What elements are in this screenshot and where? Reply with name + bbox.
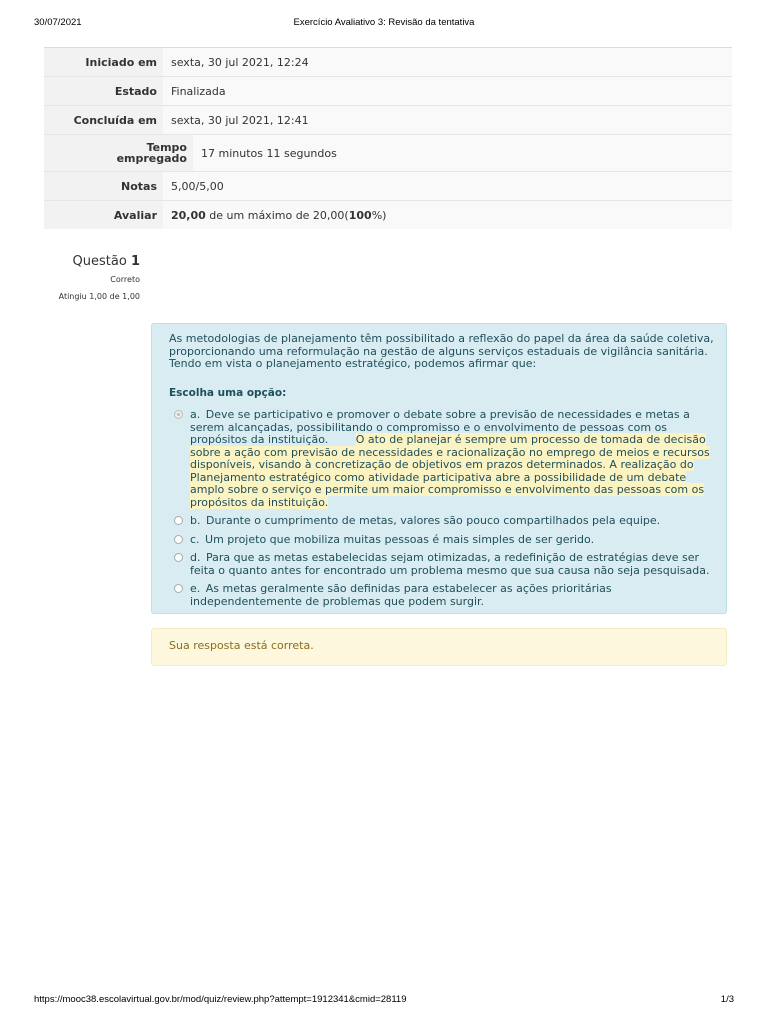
summary-label: Estado <box>44 77 163 105</box>
summary-value: 17 minutos 11 segundos <box>193 135 732 171</box>
specific-feedback: O ato de planejar é sempre um processo de tomada de decisão sobre a ação com previsão de necessidades e racionalização no emprego de meios e recursos disponíveis, visando à concretização de objetivos em prazos determinados. A realização do Planejamento estratégico como atividade participativa abre a possibilidade de um debate amplo sobre o serviço e permite um maior compromisso e envolvimento das pessoas com os propósitos da instituição. <box>190 433 710 509</box>
print-header <box>34 17 734 31</box>
summary-row-completed <box>44 105 732 134</box>
summary-label: Concluída em <box>44 106 163 134</box>
answer-options <box>172 409 717 614</box>
summary-value: Finalizada <box>163 77 732 105</box>
grade-max-text: de um máximo de 20,00( <box>205 208 349 222</box>
question-state: Correto <box>110 275 140 284</box>
option-text: Um projeto que mobiliza muitas pessoas é mais simples de ser gerido. <box>205 532 595 546</box>
answer-option-a[interactable] <box>172 409 717 509</box>
option-text: Para que as metas estabelecidas sejam otimizadas, a redefinição de estratégias deve ser feita o quanto antes for encontrado um problema mesmo que sua causa não seja pesquisada. <box>190 551 710 577</box>
option-letter: e. <box>190 582 201 595</box>
answer-option-d[interactable] <box>172 552 717 577</box>
radio-icon[interactable] <box>174 516 183 525</box>
radio-icon[interactable] <box>174 584 183 593</box>
print-url: https://mooc38.escolavirtual.gov.br/mod/quiz/review.php?attempt=1912341&cmid=28119 <box>34 994 407 1005</box>
summary-label: Avaliar <box>44 201 163 229</box>
outcome-message: Sua resposta está correta. <box>169 639 314 652</box>
answer-prompt: Escolha uma opção: <box>169 387 287 399</box>
print-date: 30/07/2021 <box>34 17 82 28</box>
print-title: Exercício Avaliativo 3: Revisão da tentativa <box>293 17 475 28</box>
radio-checked-icon[interactable] <box>174 410 183 419</box>
option-letter: a. <box>190 408 201 421</box>
question-text: As metodologias de planejamento têm possibilitado a reflexão do papel da área da saúde coletiva, proporcionando uma reformulação na gestão de alguns serviços estaduais de vigilância sanitária. Tendo em vista o planejamento estratégico, podemos afirmar que: <box>169 332 714 370</box>
summary-row-grade <box>44 200 732 229</box>
radio-icon[interactable] <box>174 553 183 562</box>
summary-row-marks <box>44 171 732 200</box>
summary-value: sexta, 30 jul 2021, 12:41 <box>163 106 732 134</box>
summary-row-state <box>44 76 732 105</box>
answer-option-b[interactable] <box>172 515 717 528</box>
question-info <box>44 254 140 301</box>
summary-row-started <box>44 47 732 76</box>
answer-option-e[interactable] <box>172 583 717 608</box>
option-text: Deve se participativo e promover o debate sobre a previsão de necessidades e metas a serem alcançadas, possibilitando o compromisso e o envolvimento de pessoas com os propósitos da instituição. <box>190 408 690 446</box>
outcome-feedback <box>151 628 727 666</box>
summary-label: Notas <box>44 172 163 200</box>
option-text: As metas geralmente são definidas para estabelecer as ações prioritárias independentemente de problemas que podem surgir. <box>190 582 612 608</box>
option-text: Durante o cumprimento de metas, valores são pouco compartilhados pela equipe. <box>205 514 661 527</box>
question-grade: Atingiu 1,00 de 1,00 <box>58 292 140 301</box>
radio-icon[interactable] <box>174 535 183 544</box>
attempt-summary-table <box>44 47 732 229</box>
option-letter: d. <box>190 551 201 564</box>
grade-percent-sign: %) <box>371 208 387 222</box>
summary-value: 5,00/5,00 <box>163 172 732 200</box>
print-footer <box>34 994 734 1008</box>
summary-row-time-taken <box>44 134 732 171</box>
option-letter: c. <box>190 532 200 546</box>
question-label: Questão <box>72 254 127 269</box>
summary-value <box>163 201 732 229</box>
summary-label: Tempo empregado <box>44 135 193 171</box>
summary-label: Iniciado em <box>44 48 163 76</box>
answer-option-c[interactable] <box>172 534 717 547</box>
question-number <box>44 254 140 269</box>
grade-percent: 100 <box>348 208 372 222</box>
option-letter: b. <box>190 514 201 527</box>
question-formulation <box>151 323 727 614</box>
question-number-value: 1 <box>130 254 140 269</box>
summary-value: sexta, 30 jul 2021, 12:24 <box>163 48 732 76</box>
print-page-number: 1/3 <box>720 994 734 1005</box>
grade-value: 20,00 <box>171 208 206 222</box>
